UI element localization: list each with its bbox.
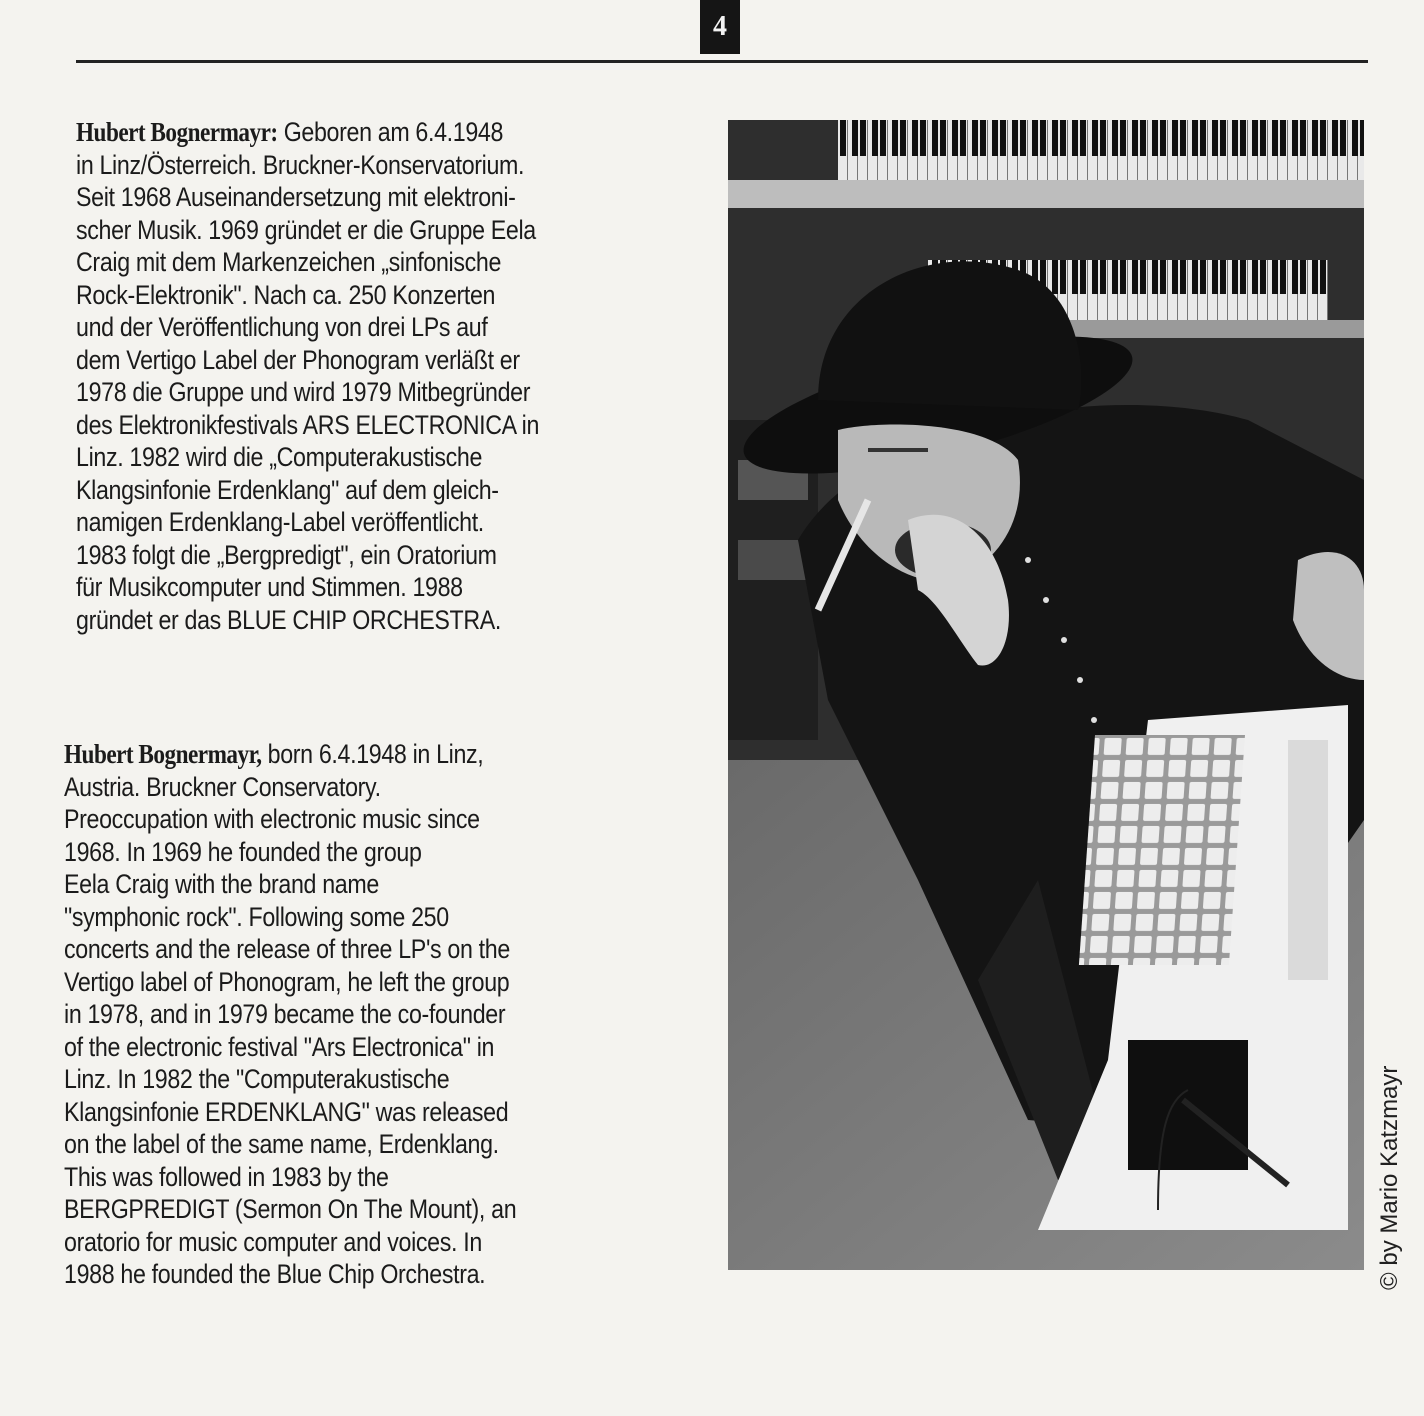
- bio-line: für Musikcomputer und Stimmen. 1988: [76, 572, 463, 602]
- bio-line: concerts and the release of three LP's on the: [64, 934, 510, 964]
- bio-line: des Elektronikfestivals ARS ELECTRONICA in: [76, 409, 540, 440]
- bio-line: 1978 die Gruppe und wird 1979 Mitbegründer: [76, 377, 531, 407]
- bio-line: Klangsinfonie ERDENKLANG" was released: [64, 1096, 509, 1127]
- bio-line: Hubert Bognermayr: Geboren am 6.4.1948: [76, 117, 504, 147]
- page-number: 4: [700, 0, 740, 54]
- bio-line: Seit 1968 Auseinandersetzung mit elektroni-: [76, 182, 516, 212]
- portrait-photo: [728, 120, 1364, 1270]
- bio-line: of the electronic festival "Ars Electronica" in: [64, 1031, 495, 1062]
- bio-line: dem Vertigo Label der Phonogram verläßt er: [76, 344, 520, 375]
- photo-credit: © by Mario Katzmayr: [1376, 1065, 1403, 1290]
- bio-line: oratorio for music computer and voices. In: [64, 1226, 482, 1257]
- bio-line: This was followed in 1983 by the: [64, 1161, 389, 1192]
- bio-line: 1968. In 1969 he founded the group: [64, 836, 422, 867]
- bio-name: Hubert Bognermayr,: [64, 739, 262, 769]
- bio-line: Austria. Bruckner Conservatory.: [64, 771, 381, 802]
- bio-line: "symphonic rock". Following some 250: [64, 901, 449, 932]
- bio-line: Eela Craig with the brand name: [64, 869, 379, 899]
- bio-line: Linz. 1982 wird die „Computerakustische: [76, 442, 483, 472]
- bio-line: Rock-Elektronik". Nach ca. 250 Konzerten: [76, 279, 496, 310]
- bio-line: in 1978, and in 1979 became the co-founder: [64, 999, 506, 1029]
- bio-line: Vertigo label of Phonogram, he left the group: [64, 966, 510, 997]
- bio-line: gründet er das BLUE CHIP ORCHESTRA.: [76, 604, 502, 635]
- bio-line: namigen Erdenklang-Label veröffentlicht.: [76, 507, 484, 537]
- bio-line: Preoccupation with electronic music since: [64, 804, 480, 834]
- bio-line: Klangsinfonie Erdenklang" auf dem gleich-: [76, 474, 499, 505]
- german-biography: [76, 116, 539, 636]
- bio-line: scher Musik. 1969 gründet er die Gruppe Eela: [76, 214, 536, 245]
- bio-line: und der Veröffentlichung von drei LPs auf: [76, 312, 488, 342]
- bio-line: Craig mit dem Markenzeichen „sinfonische: [76, 247, 502, 277]
- bio-line: Hubert Bognermayr, born 6.4.1948 in Linz,: [64, 739, 484, 769]
- english-biography: [64, 738, 516, 1291]
- bio-line: 1988 he founded the Blue Chip Orchestra.: [64, 1259, 486, 1289]
- bio-line: in Linz/Österreich. Bruckner-Konservatorium.: [76, 149, 525, 180]
- bio-name: Hubert Bognermayr:: [76, 117, 278, 147]
- bio-line: BERGPREDIGT (Sermon On The Mount), an: [64, 1194, 517, 1224]
- bio-line: Linz. In 1982 the "Computerakustische: [64, 1064, 450, 1094]
- header-rule: [76, 60, 1368, 63]
- bio-line: on the label of the same name, Erdenklang.: [64, 1129, 499, 1159]
- bio-line: 1983 folgt die „Bergpredigt", ein Oratorium: [76, 539, 497, 570]
